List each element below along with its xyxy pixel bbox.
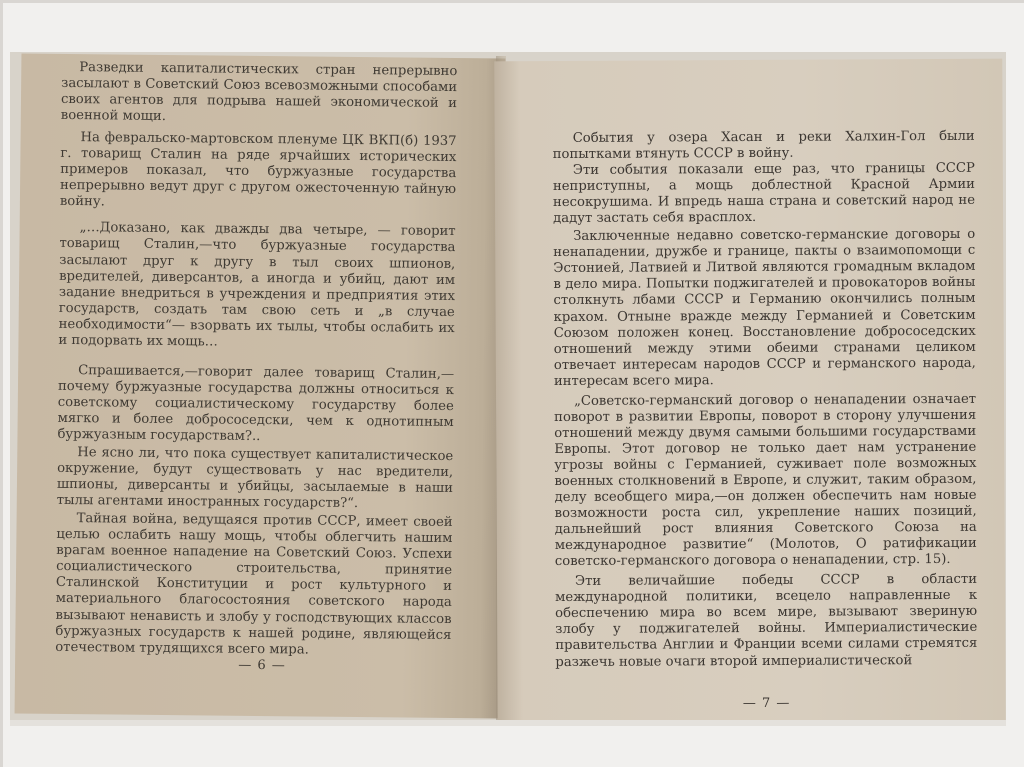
left-paragraph-1: Разведки капиталистических стран непрерывно засылают в Советский Союз всевозможными способами своих агентов для подрыва нашей экономической и военной мощи. (60, 60, 458, 125)
right-page-number: — 7 — (742, 695, 791, 712)
right-paragraph-4-quote: „Советско-германский договор о ненападении означает поворот в развитии Европы, поворот в сторону улучшения отношений между двумя самыми большими государствами Европы. Этот договор не только дает нам устранение угрозы войны с Германией, суживает поле возможных военных столкновений в Европе, и служит, таким образом, делу всеобщего мира,—он должен обеспечить нам новые возможности роста сил, укрепление наших позиций, дальнейший рост влияния Советского Союза на международное развитие“ (Молотов, О ратификации советско-германского договора о ненападении, стр. 15). (554, 391, 977, 570)
right-paragraph-2: Эти события показали еще раз, что границы СССР неприступны, а мощь доблестной Красной Армии несокрушима. И впредь наша страна и советский народ не дадут застать себя врасплох. (552, 160, 976, 227)
image-top-border (0, 0, 1024, 3)
right-paragraph-5: Эти величайшие победы СССР в области международной политики, всецело направленные к обеспечению мира во всем мире, вызывают звериную злобу у поджигателей войны. Империалистические правительства Англии и Франции всеми силами стремятся разжечь новые очаги второй империалистической (555, 572, 978, 670)
left-paragraph-4-quote: Спрашивается,—говорит далее товарищ Сталин,— почему буржуазные государства должны относиться к советскому социалистическому государству более мягко и более добрососедски, чем к однотипным буржуазным государствам?.. (57, 362, 455, 444)
right-paragraph-3: Заключенные недавно советско-германские договоры о ненападении, дружбе и границе, пакты о взаимопомощи с Эстонией, Латвией и Литвой являются громадным вкладом в дело мира. Попытки поджигателей и провокаторов войны столкнуть лбами СССР и Германию окончились полным крахом. Отныне вражде между Германией и Советским Союзом положен конец. Восстановление добрососедских отношений между этими обеими странами целиком отвечает интересам народов СССР и германского народа, интересам всего мира. (553, 227, 976, 389)
scan-bottom-margin (10, 720, 1006, 726)
right-paragraph-1: События у озера Хасан и реки Халхин-Гол были попытками втянуть СССР в войну. (552, 128, 975, 163)
right-page (494, 59, 1005, 726)
left-page-number: — 6 — (238, 657, 286, 674)
image-left-border (0, 0, 3, 767)
left-paragraph-3-quote: „…Доказано, как дважды два четыре, — говорит товарищ Сталин,—что буржуазные государства засылают друг к другу в тыл своих шпионов, вредителей, диверсантов, а иногда и убийц, дают им задание внедриться в учреждения и предприятия этих государств, создать там свою сеть и „в случае необходимости“— взорвать их тылы, чтобы ослабить их и подорвать их мощь… (58, 220, 456, 350)
left-page (15, 53, 506, 718)
left-paragraph-2: На февральско-мартовском пленуме ЦК ВКП(б) 1937 г. товарищ Сталин на ряде ярчайших исторических примеров показал, что буржуазные государства непрерывно ведут друг с другом ожесточенную тайную войну. (59, 130, 457, 210)
left-paragraph-6: Тайная война, ведущаяся против СССР, имеет своей целью ослабить нашу мощь, чтобы облегчить нашим врагам военное нападение на Советский Союз. Успехи социалистического строительства, принятие Сталинской Конституции и рост культурного и материального благосостояния советского народа вызывают ненависть и злобу у господствующих классов буржуазных государств к нашей родине, являющейся отечеством трудящихся всего мира. (55, 511, 453, 658)
left-paragraph-5-quote: Не ясно ли, что пока существует капиталистическое окружение, будут существовать у нас вредители, шпионы, диверсанты и убийцы, засылаемые в наши тылы агентами иностранных государств?“. (56, 445, 454, 512)
